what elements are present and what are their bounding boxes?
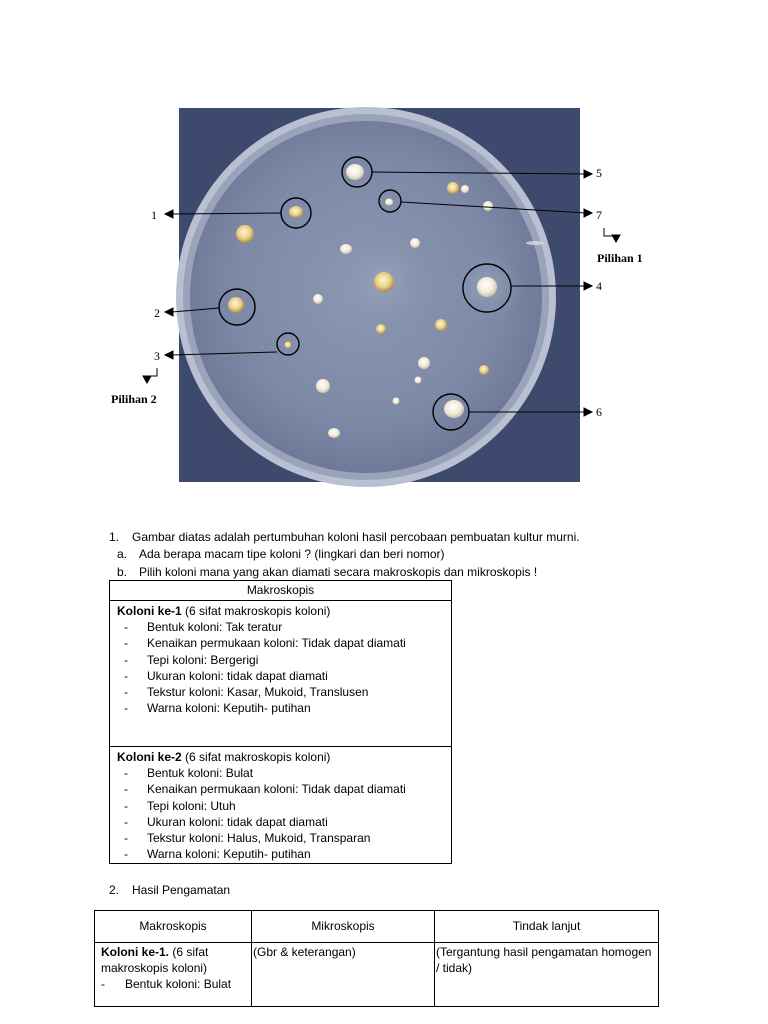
table-row <box>95 943 659 1007</box>
question-1a-text: Ada berapa macam tipe koloni ? (lingkari dan beri nomor) <box>139 547 445 561</box>
callout-label-1: 1 <box>151 208 157 222</box>
question-2-text: Hasil Pengamatan <box>132 883 231 897</box>
list-item: - Warna koloni: Keputih- putihan <box>117 700 445 716</box>
colony-2-title: Koloni ke-2 (6 sifat makroskopis koloni) <box>117 750 331 764</box>
tindak-lanjut-cell: (Tergantung hasil pengamatan homogen / tidak) <box>435 943 659 1007</box>
colony-1-properties <box>117 619 445 717</box>
list-item: - Bentuk koloni: Tak teratur <box>117 619 445 635</box>
callout-label-7: 7 <box>596 208 602 222</box>
petri-dish-figure <box>0 0 768 500</box>
list-item: - Tekstur koloni: Halus, Mukoid, Transparan <box>117 830 445 846</box>
question-1b-text: Pilih koloni mana yang akan diamati secara makroskopis dan mikroskopis ! <box>139 565 538 579</box>
list-item: - Tekstur koloni: Kasar, Mukoid, Translusen <box>117 684 445 700</box>
colony-2-cell <box>110 747 452 864</box>
callout-label-3: 3 <box>154 349 160 363</box>
makro-cell <box>95 943 252 1007</box>
callout-label-6: 6 <box>596 405 602 419</box>
hasil-pengamatan-table <box>94 910 659 1007</box>
question-1b-label: b. <box>117 565 128 579</box>
list-item: - Ukuran koloni: tidak dapat diamati <box>117 814 445 830</box>
mikro-cell: (Gbr & keterangan) <box>252 943 435 1007</box>
list-item: - Tepi koloni: Utuh <box>117 798 445 814</box>
colony-2-properties <box>117 765 445 863</box>
makroskopis-table <box>109 580 452 864</box>
pilihan-1-label: Pilihan 1 <box>597 251 643 265</box>
colony-1-cell <box>110 601 452 747</box>
question-2-number: 2. <box>109 883 120 897</box>
question-1a-label: a. <box>117 547 128 561</box>
makro-cell-title: Koloni ke-1. (6 sifat makroskopis koloni) <box>101 945 209 975</box>
list-item: - Kenaikan permukaan koloni: Tidak dapat diamati <box>117 781 445 797</box>
list-item: - Ukuran koloni: tidak dapat diamati <box>117 668 445 684</box>
column-header-tindak-lanjut: Tindak lanjut <box>435 911 659 943</box>
pilihan-2-label: Pilihan 2 <box>111 392 157 406</box>
list-item: - Warna koloni: Keputih- putihan <box>117 846 445 862</box>
colony-1-title: Koloni ke-1 (6 sifat makroskopis koloni) <box>117 604 331 618</box>
list-item: - Kenaikan permukaan koloni: Tidak dapat diamati <box>117 635 445 651</box>
callout-label-5: 5 <box>596 166 602 180</box>
column-header-mikroskopis: Mikroskopis <box>252 911 435 943</box>
makro-cell-item: - Bentuk koloni: Bulat <box>101 976 249 992</box>
callout-label-4: 4 <box>596 279 602 293</box>
callout-label-2: 2 <box>154 306 160 320</box>
column-header-makroskopis: Makroskopis <box>95 911 252 943</box>
list-item: - Tepi koloni: Bergerigi <box>117 652 445 668</box>
petri-dish-photo <box>0 0 768 500</box>
list-item: - Bentuk koloni: Bulat <box>117 765 445 781</box>
question-1-text: Gambar diatas adalah pertumbuhan koloni hasil percobaan pembuatan kultur murni. <box>132 530 580 544</box>
makroskopis-table-header: Makroskopis <box>110 581 452 601</box>
question-1-number: 1. <box>109 530 120 544</box>
